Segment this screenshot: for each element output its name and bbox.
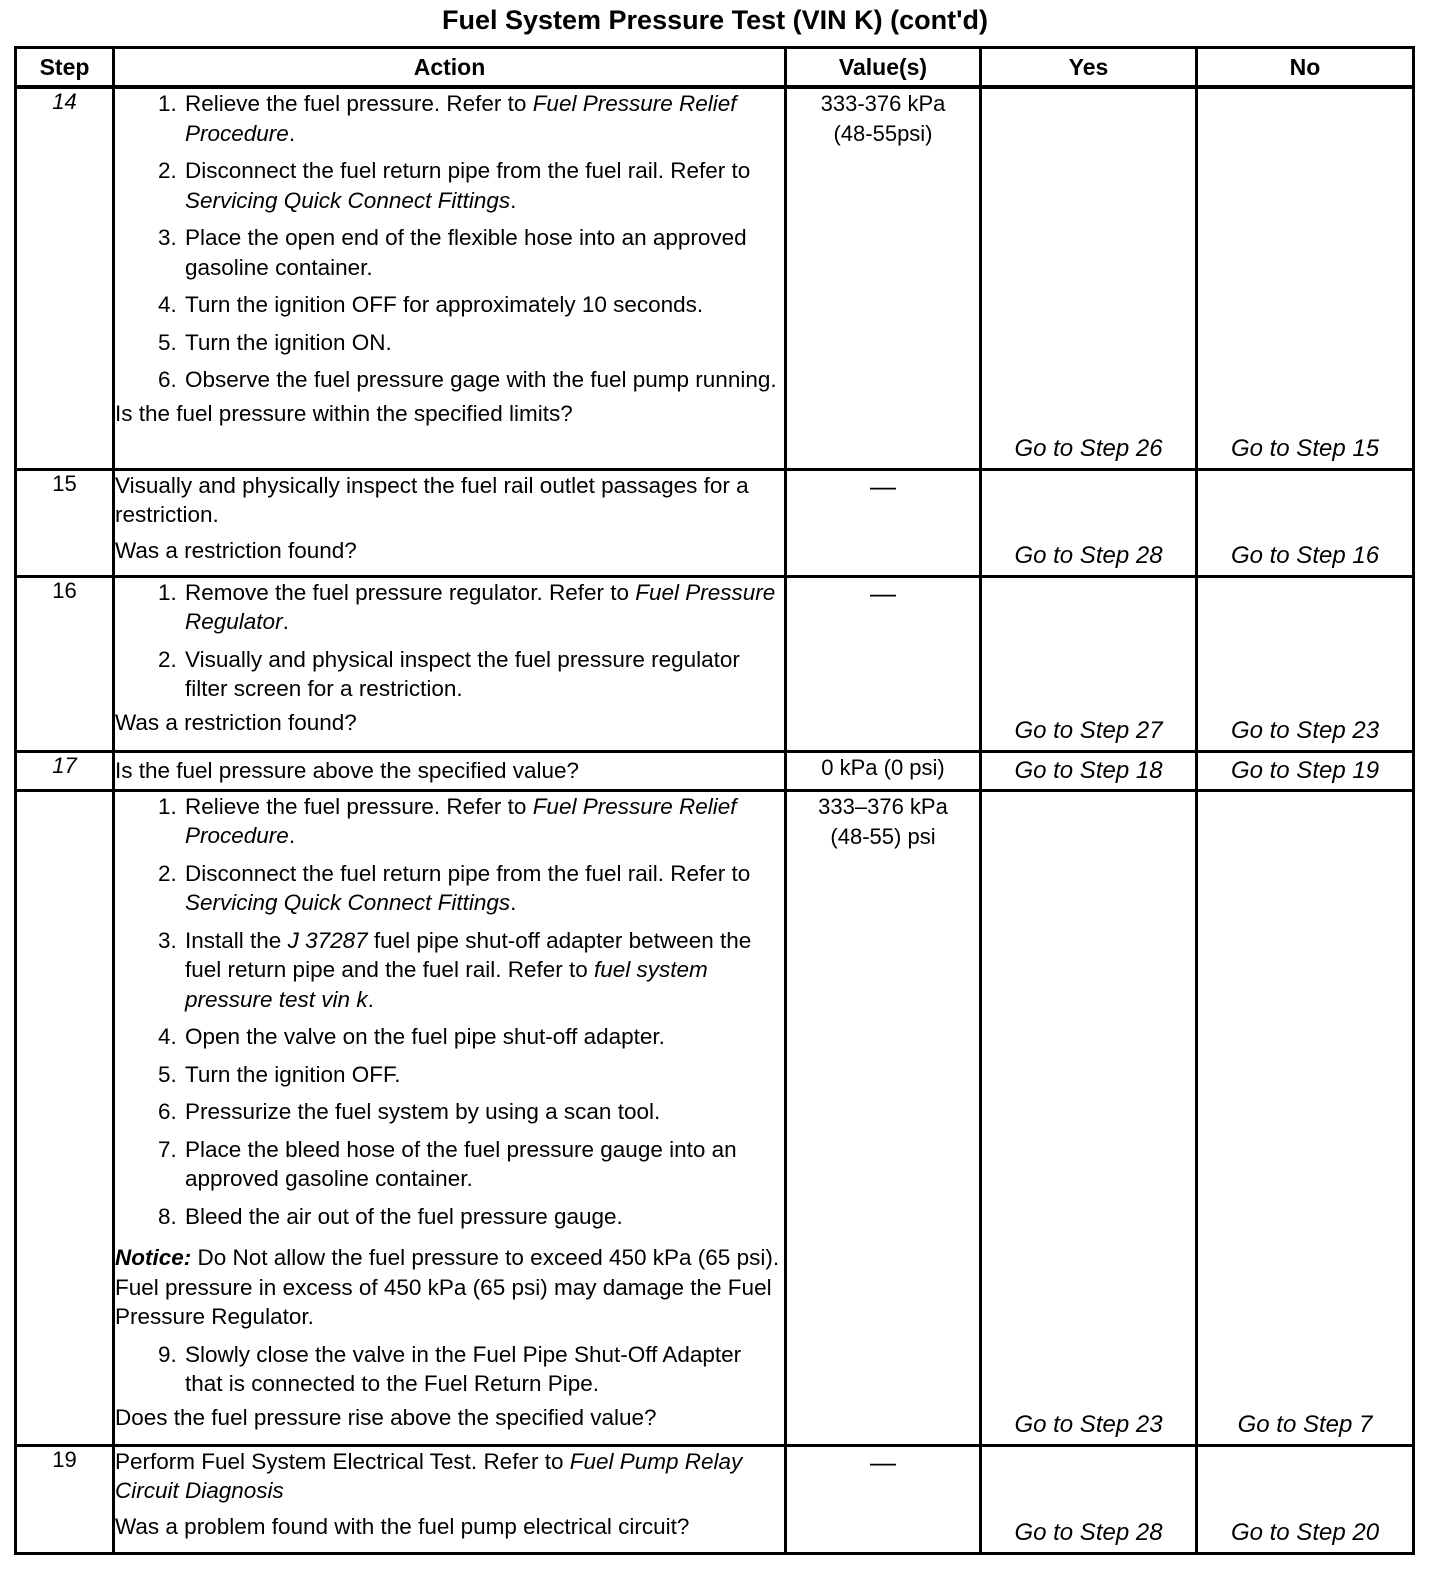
goto-step-link[interactable]: Go to Step 20 — [1230, 1518, 1380, 1546]
goto-step-link[interactable]: Go to Step 28 — [1014, 1518, 1163, 1546]
value-dash: — — [870, 1446, 896, 1477]
page-title: Fuel System Pressure Test (VIN K) (cont'd) — [441, 5, 989, 35]
action-cell — [114, 790, 786, 1445]
question-text: Was a problem found with the fuel pump electrical circuit? — [115, 1513, 690, 1539]
action-cell — [114, 87, 786, 469]
action-text: Perform Fuel System Electrical Test. Refer to Fuel Pump Relay Circuit Diagnosis — [115, 1448, 743, 1503]
cross-reference: Servicing Quick Connect Fittings — [185, 890, 511, 915]
goto-step-link[interactable]: Go to Step 23 — [1230, 716, 1380, 744]
value-dash: — — [870, 470, 896, 501]
action-item: 3. Install the J 37287 fuel pipe shut-off adapter between the fuel return pipe and the fuel rail. Refer to fuel system pressure test vin k. — [183, 926, 784, 1015]
action-cell — [114, 576, 786, 751]
question-text: Was a restriction found? — [115, 537, 357, 563]
value-line: 333-376 kPa — [820, 91, 946, 116]
no-cell — [1197, 87, 1414, 469]
no-cell — [1197, 790, 1414, 1445]
no-cell — [1197, 469, 1414, 576]
step-number: 14 — [16, 87, 114, 469]
header-step: Step — [16, 48, 114, 88]
goto-step-link[interactable]: Go to Step 7 — [1237, 1410, 1373, 1438]
header-action: Action — [114, 48, 786, 88]
action-item: 9. Slowly close the valve in the Fuel Pipe Shut-Off Adapter that is connected to the Fuel Return Pipe. — [183, 1340, 784, 1399]
value-cell — [786, 790, 981, 1445]
action-item: 7. Place the bleed hose of the fuel pressure gauge into an approved gasoline container. — [183, 1135, 784, 1194]
no-cell — [1197, 1445, 1414, 1553]
action-cell — [114, 469, 786, 576]
value-cell — [786, 87, 981, 469]
action-list — [115, 792, 784, 1232]
table-row — [16, 576, 1414, 751]
yes-cell — [981, 1445, 1197, 1553]
action-item: 5. Turn the ignition OFF. — [183, 1060, 784, 1090]
value-line: (48-55) psi — [830, 823, 936, 849]
action-item: 5. Turn the ignition ON. — [183, 328, 784, 358]
step-number: 17 — [16, 751, 114, 790]
value-line: 333–376 kPa — [818, 793, 948, 819]
value-cell — [786, 469, 981, 576]
action-item: 2. Visually and physical inspect the fuel pressure regulator filter screen for a restriction. — [183, 645, 784, 704]
value-cell: 0 kPa (0 psi) — [786, 751, 981, 790]
yes-cell — [981, 469, 1197, 576]
step-number: 15 — [16, 469, 114, 576]
value-line: (48-55psi) — [833, 121, 933, 146]
action-item: 8. Bleed the air out of the fuel pressure gauge. — [183, 1202, 784, 1232]
action-item: 6. Pressurize the fuel system by using a scan tool. — [183, 1097, 784, 1127]
goto-step-link[interactable]: Go to Step 26 — [1014, 434, 1163, 462]
table-row — [16, 469, 1414, 576]
action-cell — [114, 751, 786, 790]
action-item: 4. Turn the ignition OFF for approximately 10 seconds. — [183, 290, 784, 320]
yes-cell — [981, 790, 1197, 1445]
action-item: 1. Relieve the fuel pressure. Refer to Fuel Pressure Relief Procedure. — [183, 792, 784, 851]
tool-reference: J 37287 — [287, 927, 368, 953]
table-row — [16, 790, 1414, 1445]
question-text: Is the fuel pressure within the specified limits? — [115, 400, 573, 426]
cross-reference: fuel system pressure test vin k — [185, 957, 708, 1012]
question-text: Does the fuel pressure rise above the specified value? — [115, 1404, 657, 1430]
action-list — [115, 89, 784, 395]
cross-reference: Fuel Pump Relay Circuit Diagnosis — [115, 1448, 743, 1503]
header-no: No — [1197, 48, 1414, 88]
header-row — [16, 48, 1414, 88]
notice-text: Do Not allow the fuel pressure to exceed 450 kPa (65 psi). Fuel pressure in excess of 450 kPa (65 psi) may damage the Fuel Pressure Regulator. — [115, 1245, 780, 1329]
cross-reference: Fuel Pressure Relief Procedure — [185, 91, 737, 146]
cross-reference: Fuel Pressure Relief Procedure — [185, 793, 737, 848]
action-list — [115, 1340, 784, 1399]
action-item: 6. Observe the fuel pressure gage with the fuel pump running. — [183, 365, 784, 395]
no-cell — [1197, 751, 1414, 790]
question-text: Is the fuel pressure above the specified value? — [115, 757, 580, 783]
header-values: Value(s) — [786, 48, 981, 88]
procedure-table — [14, 46, 1415, 1555]
action-item: 2. Disconnect the fuel return pipe from the fuel rail. Refer to Servicing Quick Connect Fittings. — [183, 859, 784, 918]
header-yes: Yes — [981, 48, 1197, 88]
goto-step-link[interactable]: Go to Step 15 — [1230, 434, 1380, 462]
notice — [115, 1243, 784, 1332]
goto-step-link[interactable]: Go to Step 27 — [1014, 716, 1163, 744]
action-item: 2. Disconnect the fuel return pipe from the fuel rail. Refer to Servicing Quick Connect Fittings. — [183, 156, 784, 215]
action-text: Visually and physically inspect the fuel rail outlet passages for a restriction. — [115, 472, 749, 527]
goto-step-link[interactable]: Go to Step 28 — [1014, 541, 1163, 569]
goto-step-link[interactable]: Go to Step 18 — [1014, 756, 1163, 784]
cross-reference: Fuel Pressure Regulator — [185, 579, 776, 634]
notice-label: Notice: — [115, 1245, 192, 1270]
yes-cell — [981, 751, 1197, 790]
step-number — [16, 790, 114, 1445]
value-cell — [786, 1445, 981, 1553]
action-cell — [114, 1445, 786, 1553]
goto-step-link[interactable]: Go to Step 23 — [1014, 1410, 1163, 1438]
cross-reference: Servicing Quick Connect Fittings — [185, 187, 511, 213]
action-item: 1. Relieve the fuel pressure. Refer to Fuel Pressure Relief Procedure. — [183, 89, 784, 148]
table-row — [16, 751, 1414, 790]
action-item: 1. Remove the fuel pressure regulator. Refer to Fuel Pressure Regulator. — [183, 578, 784, 637]
no-cell — [1197, 576, 1414, 751]
goto-step-link[interactable]: Go to Step 16 — [1230, 541, 1380, 569]
action-item: 3. Place the open end of the flexible hose into an approved gasoline container. — [183, 223, 784, 282]
step-number: 16 — [16, 576, 114, 751]
question-text: Was a restriction found? — [115, 709, 357, 735]
table-row — [16, 1445, 1414, 1553]
table-row — [16, 87, 1414, 469]
action-list — [115, 578, 784, 704]
step-number: 19 — [16, 1445, 114, 1553]
value-dash: — — [870, 577, 896, 608]
yes-cell — [981, 87, 1197, 469]
action-item: 4. Open the valve on the fuel pipe shut-off adapter. — [183, 1022, 784, 1052]
value-cell — [786, 576, 981, 751]
yes-cell — [981, 576, 1197, 751]
goto-step-link[interactable]: Go to Step 19 — [1230, 756, 1380, 784]
